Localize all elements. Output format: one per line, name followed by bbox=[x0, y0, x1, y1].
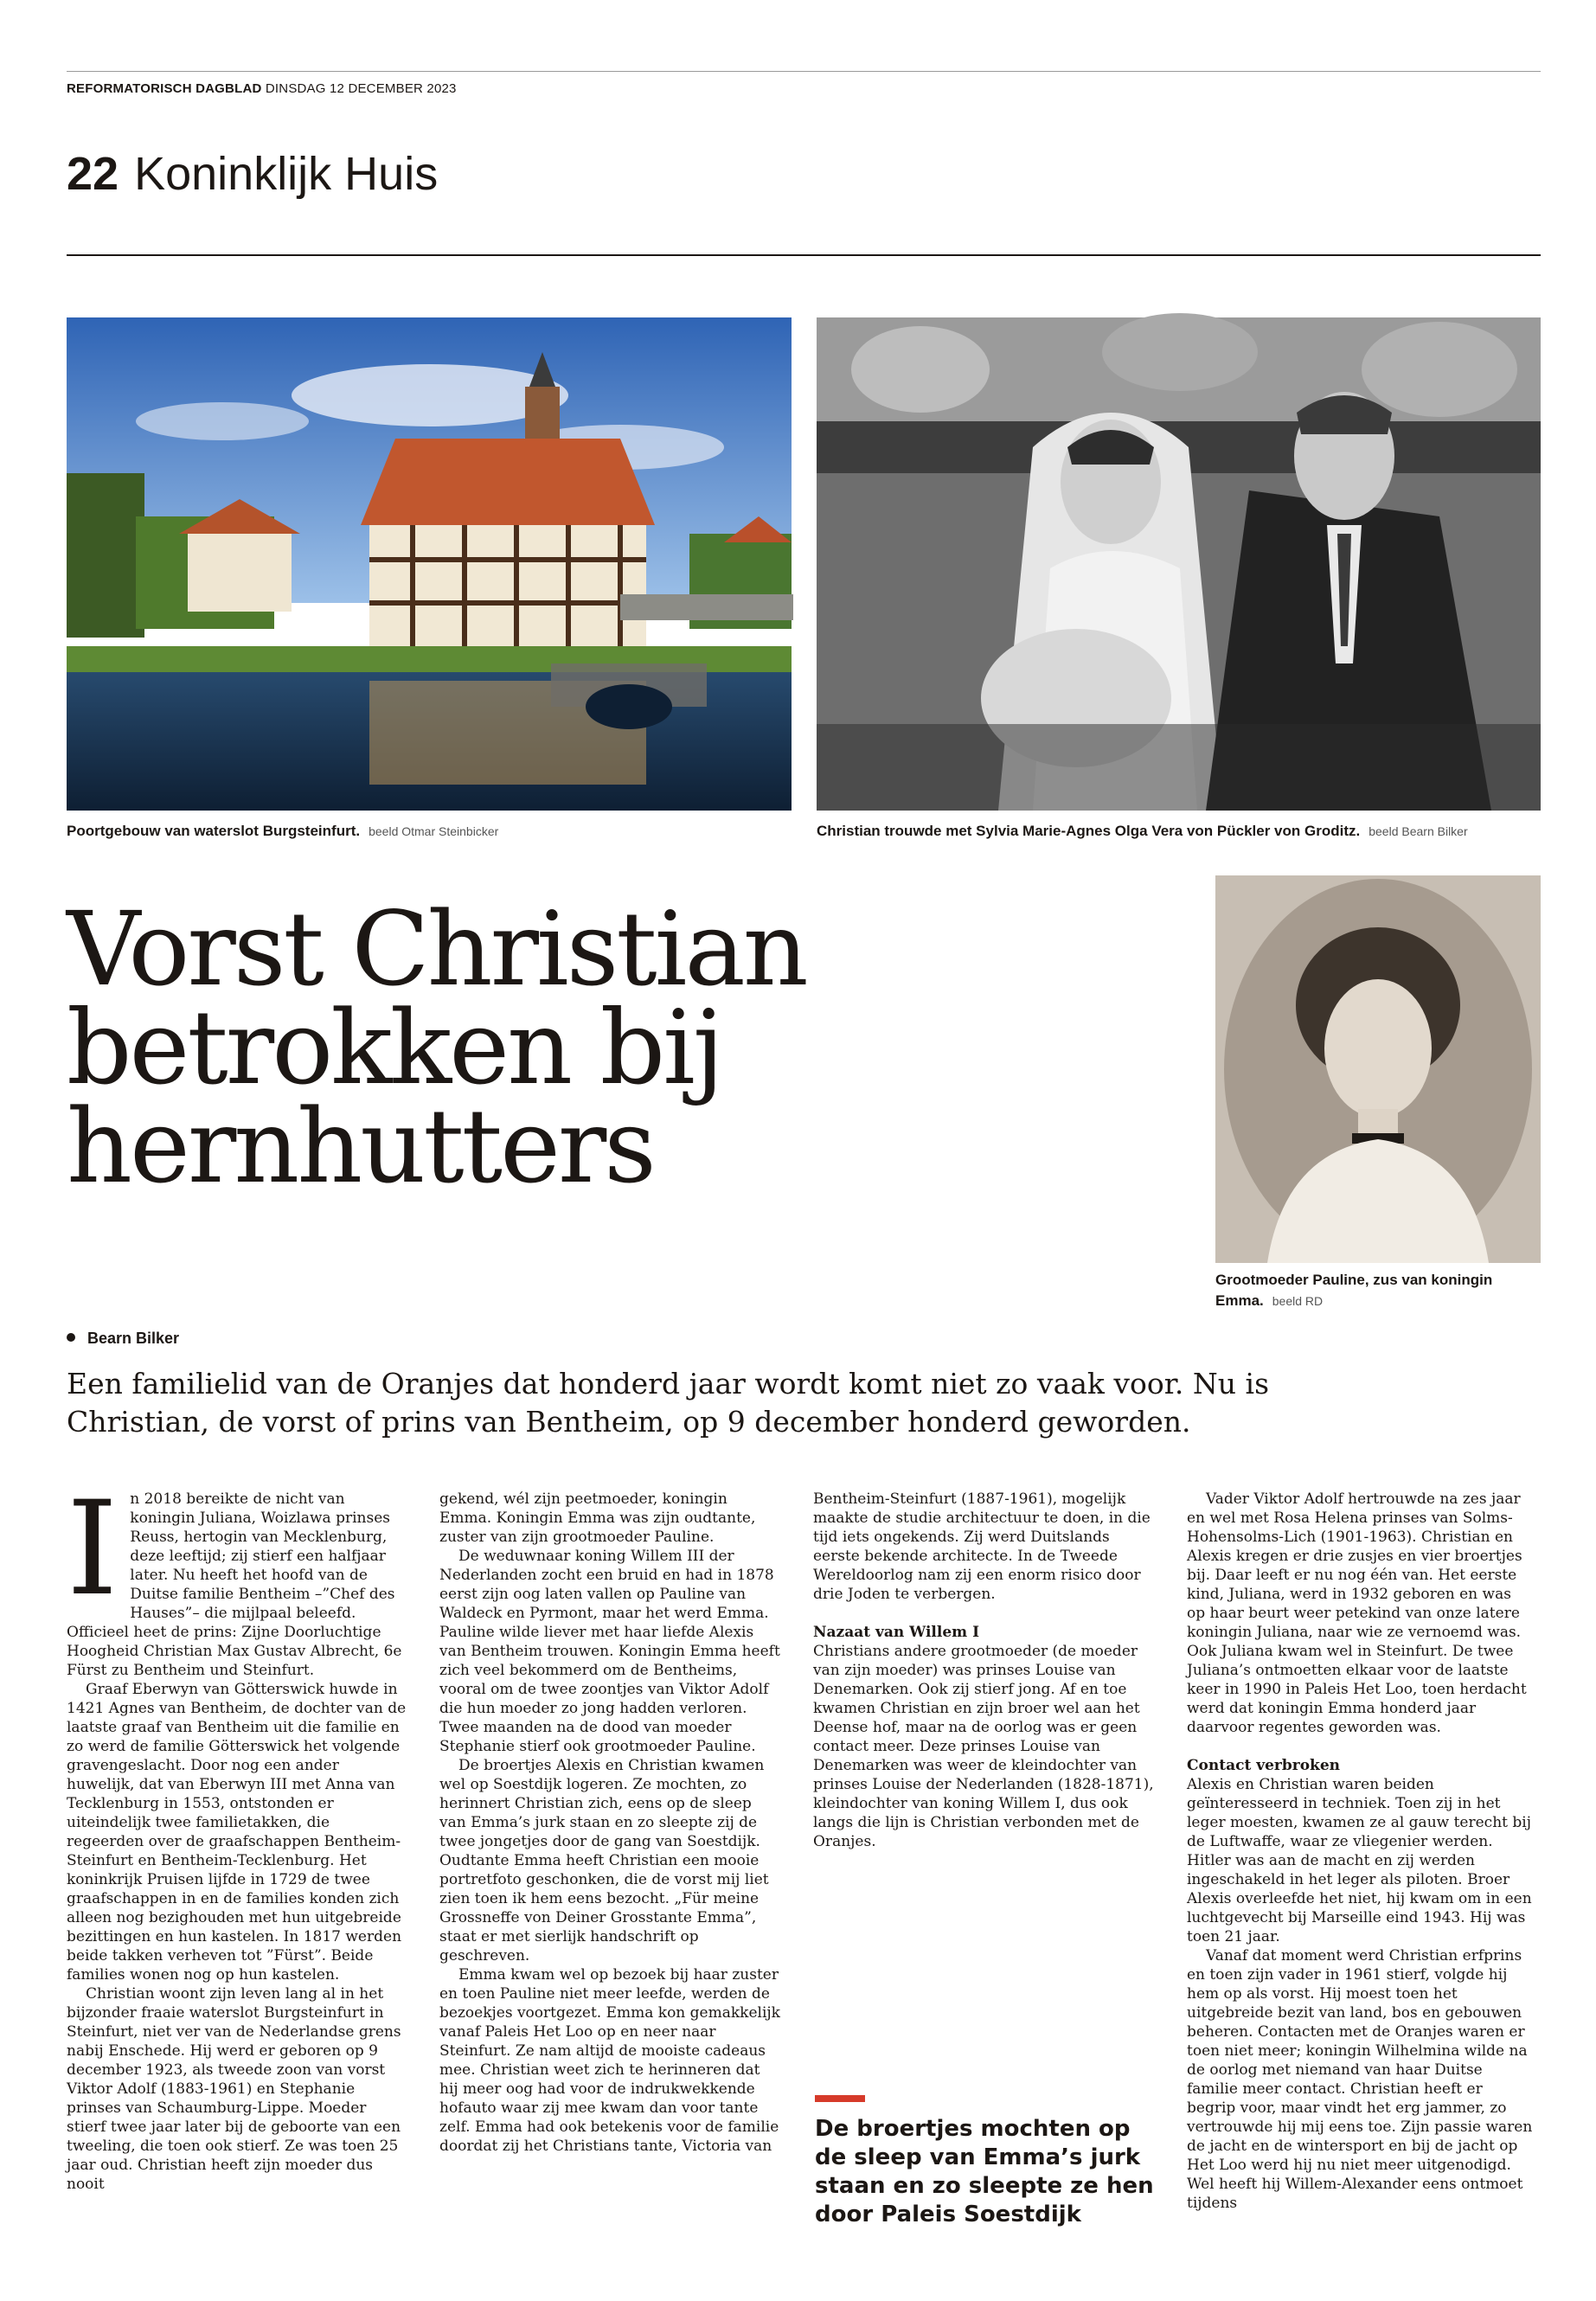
portrait-photo bbox=[1215, 875, 1541, 1263]
wedding-credit: beeld Bearn Bilker bbox=[1368, 824, 1468, 838]
dropcap: I bbox=[67, 1474, 119, 1625]
col2-paragraph-3: De broertjes Alexis en Christian kwamen wel op Soestdijk logeren. Ze mochten, zo herinnert Christian zich, eens op de sleep van Emma’s jurk staan en zo sleepte zij de twee jongetjes door de gang van Soestdijk. Oudtante Emma heeft Christian een mooie portretfoto geschonken, die de vorst mij liet zien toen ik hem eens bezocht. „Für meine Grossneffe von Deiner Grosstante Emma”, staat er met sierlijk handschrift op geschreven. bbox=[439, 1757, 769, 1965]
portrait-caption bbox=[1215, 1270, 1541, 1311]
col1-paragraph-1: n 2018 bereikte de nicht van koningin Juliana, Woizlawa prinses Reuss, hertogin van Mecklenburg, deze leeftijd; zij stierf een halfjaar later. Nu heeft het hoofd van de Duitse familie Bentheim –”Chef des Hauses”– die mijlpaal beleefd. Officieel heet de prins: Zijne Doorluchtige Hoogheid Christian Max Gustav Albrecht, 6e Fürst zu Bentheim und Steinfurt. bbox=[67, 1490, 402, 1679]
headline bbox=[67, 889, 845, 1206]
article-column-3 bbox=[813, 1490, 1154, 1888]
article-column-4 bbox=[1187, 1490, 1533, 2212]
col2-paragraph-1: gekend, wél zijn peetmoeder, koningin Emma. Koningin Emma was zijn oudtante, zuster van zijn grootmoeder Pauline. bbox=[439, 1490, 756, 1546]
col2-paragraph-4: Emma kwam wel op bezoek bij haar zuster en toen Pauline niet meer leefde, werden de bezoekjes voortgezet. Emma kon gemakkelijk vanaf Paleis Het Loo op en neer naar Steinfurt. Ze nam altijd de mooiste cadeaus mee. Christian weet zich te herinneren dat hij meer oog had voor de indrukwekkende hofauto waar zij mee kwam dan voor tante zelf. Emma had ook betekenis voor de familie doordat zij het Christians tante, Victoria van bbox=[439, 1966, 780, 2155]
section-header bbox=[67, 147, 438, 201]
col2-paragraph-2: De weduwnaar koning Willem III der Nederlanden zocht een bruid en had in 1878 eerst zijn oog laten vallen op Pauline van Waldeck en Pyrmont, maar het werd Emma. Pauline wilde liever met haar liefde Alexis van Bentheim trouwen. Koningin Emma heeft zich veel bekommerd om de Bentheims, vooral om de twee zoontjes van Viktor Adolf die hun moeder zo jong hadden verloren. Twee maanden na de dood van moeder Stephanie stierf ook grootmoeder Pauline. bbox=[439, 1548, 780, 1755]
top-rule bbox=[67, 71, 1541, 72]
col4-paragraph-1: Vader Viktor Adolf hertrouwde na zes jaar en wel met Rosa Helena prinses van Solms-Hohensolms-Lich (1901-1963). Christian en Alexis kregen er drie zusjes en vier broertjes bij. Daar leeft er nu nog één van. Het eerste kind, Juliana, werd in 1932 geboren en was op haar beurt weer petekind van onze latere koningin Juliana, naar wie ze vernoemd was. Ook Juliana kwam wel in Steinfurt. De twee Juliana’s ontmoetten elkaar voor de laatste keer in 1990 in Paleis Het Loo, toen herdacht werd dat koningin Emma honderd jaar daarvoor regentes geworden was. bbox=[1187, 1490, 1527, 1736]
castle-credit: beeld Otmar Steinbicker bbox=[369, 824, 499, 838]
col3-subheading: Nazaat van Willem I bbox=[813, 1624, 980, 1641]
col3-paragraph-2: Christians andere grootmoeder (de moeder van zijn moeder) was prinses Louise van Denemarken. Ook zij stierf jong. Af en toe kwamen Christian en zijn broer wel aan het Deense hof, maar na de oorlog was er geen contact meer. Deze prinses Louise van Denemarken was weer de kleindochter van prinses Louise der Nederlanden (1828-1871), kleindochter van koning Willem I, dus ook langs die lijn is Christian verbonden met de Oranjes. bbox=[813, 1643, 1154, 1850]
section-title: Koninklijk Huis bbox=[134, 148, 439, 200]
article-column-2 bbox=[439, 1490, 780, 2182]
col1-paragraph-3: Christian woont zijn leven lang al in het bijzonder fraaie waterslot Burgsteinfurt in Steinfurt, niet ver van de Nederlandse grens nabij Enschede. Hij werd er geboren op 9 december 1923, als tweede zoon van vorst Viktor Adolf (1883-1961) en Stephanie prinses van Schaumburg-Lippe. Moeder stierf twee jaar later bij de geboorte van een tweeling, die toen ook stierf. Ze was toen 25 jaar oud. Christian heeft zijn moeder dus nooit bbox=[67, 1985, 401, 2193]
headline-line-2: betrokken bij bbox=[67, 988, 722, 1107]
wedding-photo bbox=[817, 317, 1541, 811]
pullquote: De broertjes mochten op de sleep van Emma’s jurk staan en zo sleepte ze hen door Paleis Soestdijk bbox=[815, 2116, 1154, 2227]
masthead-paper: REFORMATORISCH DAGBLAD bbox=[67, 81, 262, 96]
masthead-date: DINSDAG 12 DECEMBER 2023 bbox=[261, 81, 457, 96]
portrait-credit: beeld RD bbox=[1272, 1294, 1324, 1308]
wedding-caption-text: Christian trouwde met Sylvia Marie-Agnes Olga Vera von Pückler von Groditz. bbox=[817, 823, 1361, 839]
headline-line-1: Vorst Christian bbox=[67, 889, 806, 1009]
section-rule bbox=[67, 254, 1541, 256]
masthead bbox=[67, 81, 457, 96]
byline-bullet-icon bbox=[67, 1333, 75, 1342]
portrait-caption-text: Grootmoeder Pauline, zus van koningin Emma. bbox=[1215, 1272, 1493, 1309]
col1-paragraph-2: Graaf Eberwyn van Götterswick huwde in 1421 Agnes van Bentheim, de dochter van de laatste graaf van Bentheim uit die familie en zo werd de familie Götterswick het volgende gravengeslacht. Door nog een ander huwelijk, dat van Eberwyn III met Anna van Tecklenburg in 1553, ontstonden er uiteindelijk twee familietakken, die regeerden over de graafschappen Bentheim-Steinfurt en Bentheim-Tecklenburg. Het koninkrijk Pruisen lijfde in 1729 de twee graafschappen in en de families konden zich alleen nog bezighouden met hun uitgebreide bezittingen en hun kastelen. In 1817 werden beide takken verheven tot ”Fürst”. Beide families wonen nog op hun kastelen. bbox=[67, 1681, 407, 1984]
wedding-caption bbox=[817, 821, 1541, 842]
col4-paragraph-2: Alexis en Christian waren beiden geïnteresseerd in techniek. Toen zij in het leger moesten, kwamen ze al gauw terecht bij de Luftwaffe, waar ze vliegenier werden. Hitler was aan de macht en zij werden ingeschakeld in het leger als piloten. Broer Alexis overleefde het niet, hij kwam om in een luchtgevecht bij Marseille eind 1943. Hij was toen 21 jaar. bbox=[1187, 1776, 1532, 1945]
headline-line-3: hernhutters bbox=[67, 1086, 654, 1206]
col4-subheading: Contact verbroken bbox=[1187, 1757, 1341, 1774]
castle-photo bbox=[67, 317, 792, 811]
article-column-1 bbox=[67, 1474, 407, 2193]
col4-paragraph-3: Vanaf dat moment werd Christian erfprins en toen zijn vader in 1961 stierf, volgde hij hem op als vorst. Hij moest toen het uitgebreide bezit van land, bos en gebouwen beheren. Contacten met de Oranjes waren er toen niet meer; koningin Wilhelmina wilde na de oorlog met niemand van haar Duitse familie meer contact. Christian heeft er begrip voor, maar vindt het erg jammer, zo vertrouwde hij mij eens toe. Zijn passie waren de jacht en de wintersport en bij de jacht op Het Loo werd hij nu niet meer uitgenodigd. Wel heeft hij Willem-Alexander eens ontmoet tijdens bbox=[1187, 1947, 1533, 2212]
castle-caption bbox=[67, 821, 792, 842]
pullquote-accent-bar bbox=[815, 2095, 865, 2102]
byline-author: Bearn Bilker bbox=[87, 1330, 180, 1347]
castle-caption-text: Poortgebouw van waterslot Burgsteinfurt. bbox=[67, 823, 361, 839]
intro-paragraph: Een familielid van de Oranjes dat honderd jaar wordt komt niet zo vaak voor. Nu is Christian, de vorst of prins van Bentheim, op 9 december honderd geworden. bbox=[67, 1367, 1270, 1439]
page-number: 22 bbox=[67, 148, 119, 200]
byline bbox=[67, 1330, 179, 1348]
col3-paragraph-1: Bentheim-Steinfurt (1887-1961), mogelijk maakte de studie architectuur te doen, in die tijd iets ongekends. Zij werd Duitslands eerste bekende architecte. In de Tweede Wereldoorlog nam zij een enorm risico door drie Joden te verbergen. bbox=[813, 1490, 1151, 1603]
